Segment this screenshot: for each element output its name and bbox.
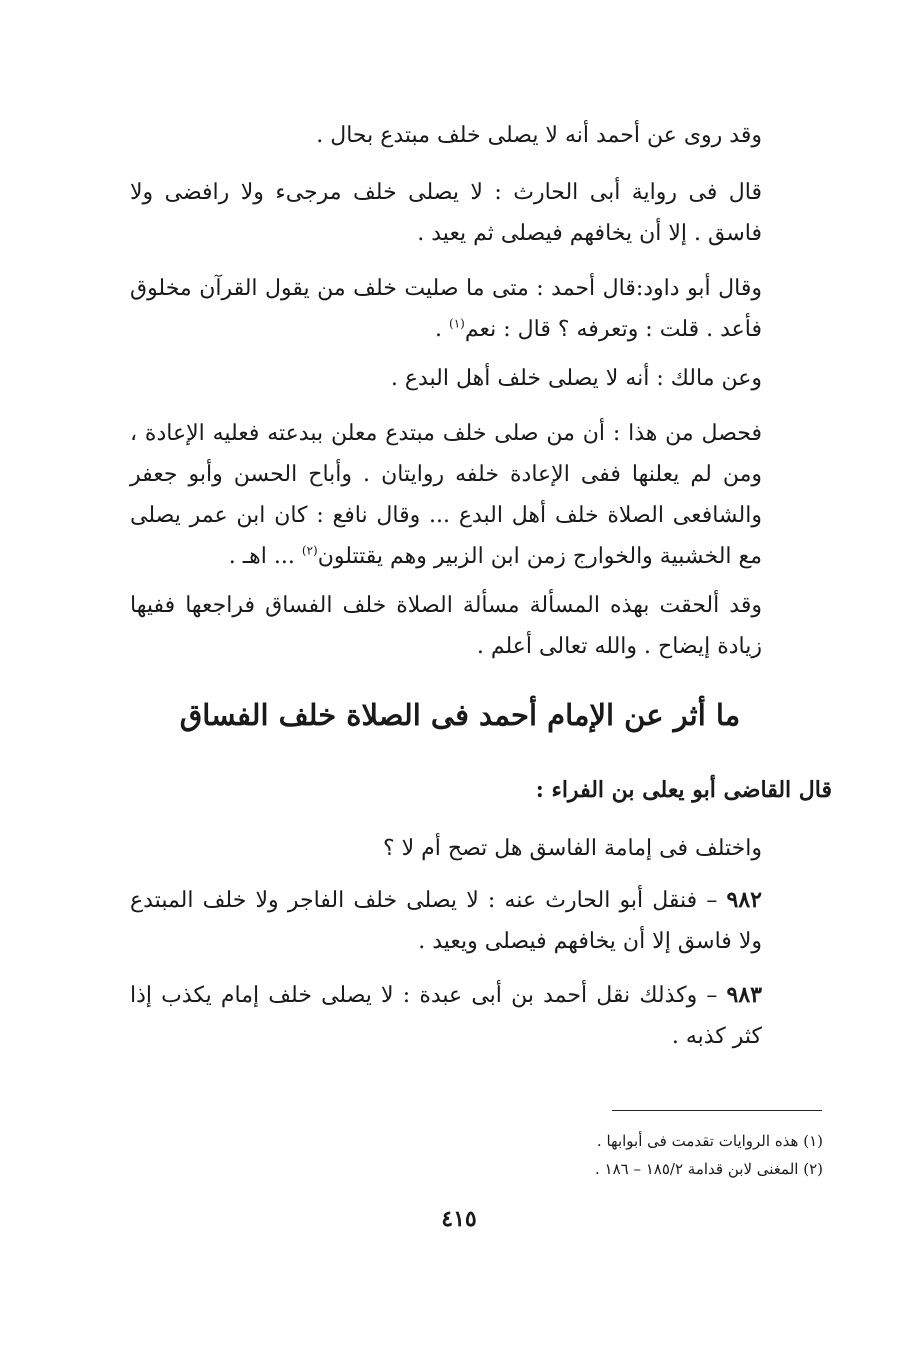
footnote-ref-2: (٢) bbox=[301, 543, 318, 558]
section-heading: ما أثر عن الإمام أحمد فى الصلاة خلف الفساق bbox=[179, 698, 741, 732]
footnote-2: (٢) المغنى لابن قدامة ١٨٥/٢ – ١٨٦ . bbox=[594, 1160, 823, 1178]
paragraph-4-text: وعن مالك : أنه لا يصلى خلف أهل البدع . bbox=[390, 366, 762, 391]
item-982-number: ٩٨٢ bbox=[726, 887, 762, 913]
paragraph-5-text: فحصل من هذا : أن من صلى خلف مبتدع معلن ببدعته فعليه الإعادة ، ومن لم يعلنها ففى الإعادة خلفه روايتان . وأباح الحسن وأبو جعفر والشافعى الصلاة خلف أهل البدع ... وقال نافع : كان ابن عمر يصلى مع الخشبية والخوارج زمن ابن الزبير وهم يقتتلون bbox=[130, 421, 762, 569]
question-text: واختلف فى إمامة الفاسق هل تصح أم لا ؟ bbox=[382, 836, 762, 861]
question-line bbox=[130, 828, 762, 869]
page-number: ٤١٥ bbox=[441, 1206, 477, 1232]
item-982 bbox=[130, 880, 762, 962]
item-983 bbox=[130, 975, 762, 1057]
item-983-text: – وكذلك نقل أحمد بن أبى عبدة : لا يصلى خلف إمام يكذب إذا كثر كذبه . bbox=[130, 983, 762, 1049]
item-983-number: ٩٨٣ bbox=[726, 982, 762, 1008]
item-982-text: – فنقل أبو الحارث عنه : لا يصلى خلف الفاجر ولا خلف المبتدع ولا فاسق إلا أن يخافهم فيصلى ويعيد . bbox=[130, 888, 762, 954]
paragraph-3-text: وقال أبو داود:قال أحمد : متى ما صليت خلف من يقول القرآن مخلوق فأعد . قلت : وتعرفه ؟ قال : نعم bbox=[130, 276, 762, 342]
section-subheading: قال القاضى أبو يعلى بن الفراء : bbox=[535, 777, 832, 803]
paragraph-2 bbox=[130, 172, 762, 254]
paragraph-5 bbox=[130, 413, 762, 577]
footnote-divider bbox=[612, 1110, 822, 1111]
paragraph-3 bbox=[130, 268, 762, 350]
paragraph-6 bbox=[130, 585, 762, 667]
paragraph-6-text: وقد ألحقت بهذه المسألة مسألة الصلاة خلف الفساق فراجعها ففيها زيادة إيضاح . والله تعالى أعلم . bbox=[130, 593, 762, 659]
footnote-1: (١) هذه الروايات تقدمت فى أبوابها . bbox=[596, 1132, 823, 1150]
paragraph-5-end: ... اهـ . bbox=[228, 544, 302, 569]
footnote-ref-1: (١) bbox=[449, 316, 465, 331]
paragraph-3-end: . bbox=[435, 317, 450, 342]
paragraph-4 bbox=[130, 358, 762, 399]
paragraph-2-text: قال فى رواية أبى الحارث : لا يصلى خلف مرجىء ولا رافضى ولا فاسق . إلا أن يخافهم فيصلى ثم يعيد . bbox=[130, 180, 762, 246]
paragraph-1 bbox=[130, 115, 762, 156]
paragraph-1-text: وقد روى عن أحمد أنه لا يصلى خلف مبتدع بحال . bbox=[316, 123, 762, 148]
